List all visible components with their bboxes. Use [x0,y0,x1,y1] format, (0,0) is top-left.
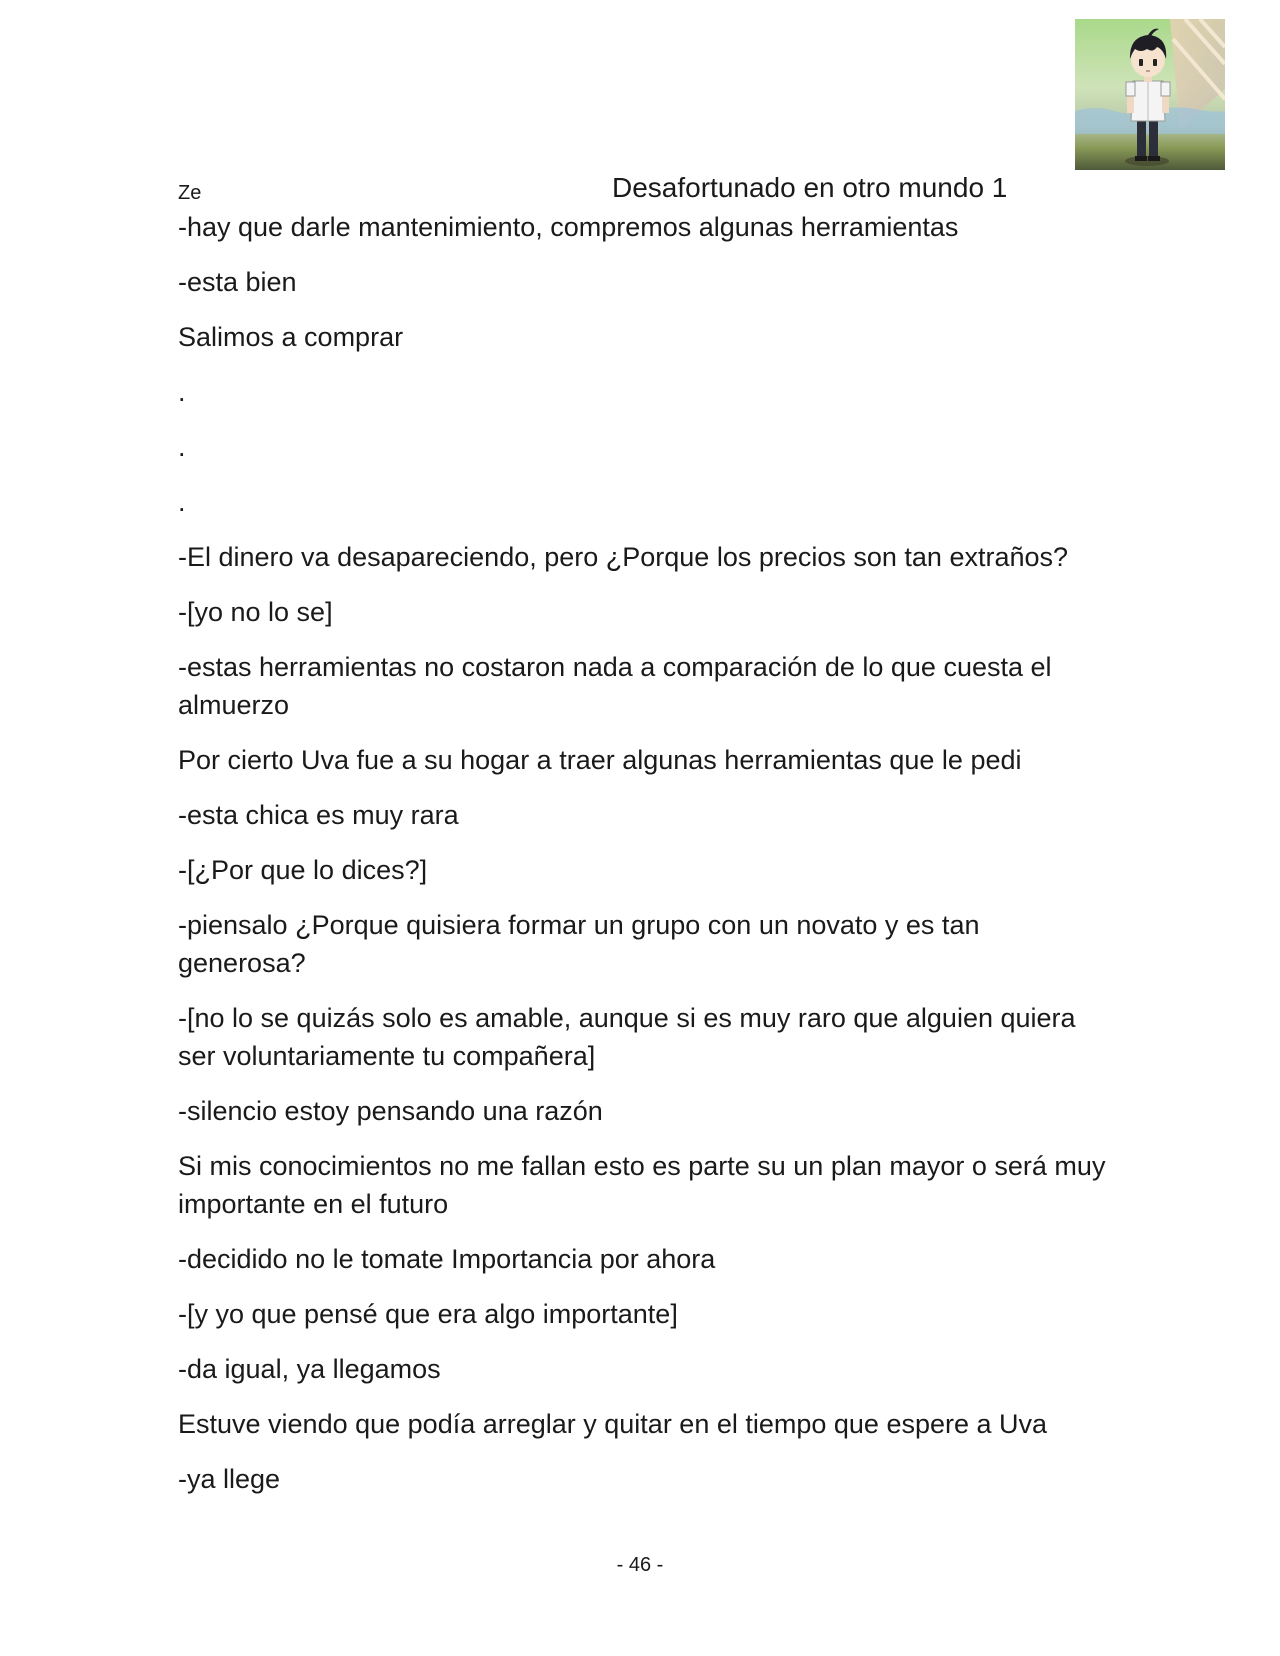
paragraph: -[¿Por que lo dices?] [178,855,428,885]
paragraph: -[y yo que pensé que era algo importante] [178,1299,678,1329]
paragraph: -estas herramientas no costaron nada a comparación de lo que cuesta el almuerzo [178,652,1052,720]
paragraph: -piensalo ¿Porque quisiera formar un grupo con un novato y es tan generosa? [178,910,980,978]
anime-boy-illustration-icon [1075,19,1225,170]
paragraph: -[no lo se quizás solo es amable, aunque si es muy raro que alguien quiera ser voluntariamente tu compañera] [178,1003,1076,1071]
cover-illustration [1075,19,1225,170]
paragraph: -decidido no le tomate Importancia por ahora [178,1244,716,1274]
paragraph: -da igual, ya llegamos [178,1354,441,1384]
paragraph: -silencio estoy pensando una razón [178,1096,603,1126]
paragraph: . [178,487,186,517]
paragraph: Estuve viendo que podía arreglar y quitar en el tiempo que espere a Uva [178,1409,1048,1439]
paragraph: -ya llege [178,1464,281,1494]
running-header [178,172,1058,208]
paragraph: Si mis conocimientos no me fallan esto es parte su un plan mayor o será muy importante en el futuro [178,1151,1106,1219]
header-title: Desafortunado en otro mundo 1 [612,172,1008,203]
paragraph: . [178,432,186,462]
paragraph: Por cierto Uva fue a su hogar a traer algunas herramientas que le pedi [178,745,1022,775]
paragraph: Salimos a comprar [178,322,404,352]
body-text [178,208,1108,1515]
header-author: Ze [178,182,202,204]
paragraph: -El dinero va desapareciendo, pero ¿Porque los precios son tan extraños? [178,542,1069,572]
paragraph: -esta chica es muy rara [178,800,459,830]
paragraph: -esta bien [178,267,297,297]
paragraph: . [178,377,186,407]
page-number: - 46 - [616,1554,664,1576]
paragraph: -hay que darle mantenimiento, compremos algunas herramientas [178,212,959,242]
paragraph: -[yo no lo se] [178,597,333,627]
